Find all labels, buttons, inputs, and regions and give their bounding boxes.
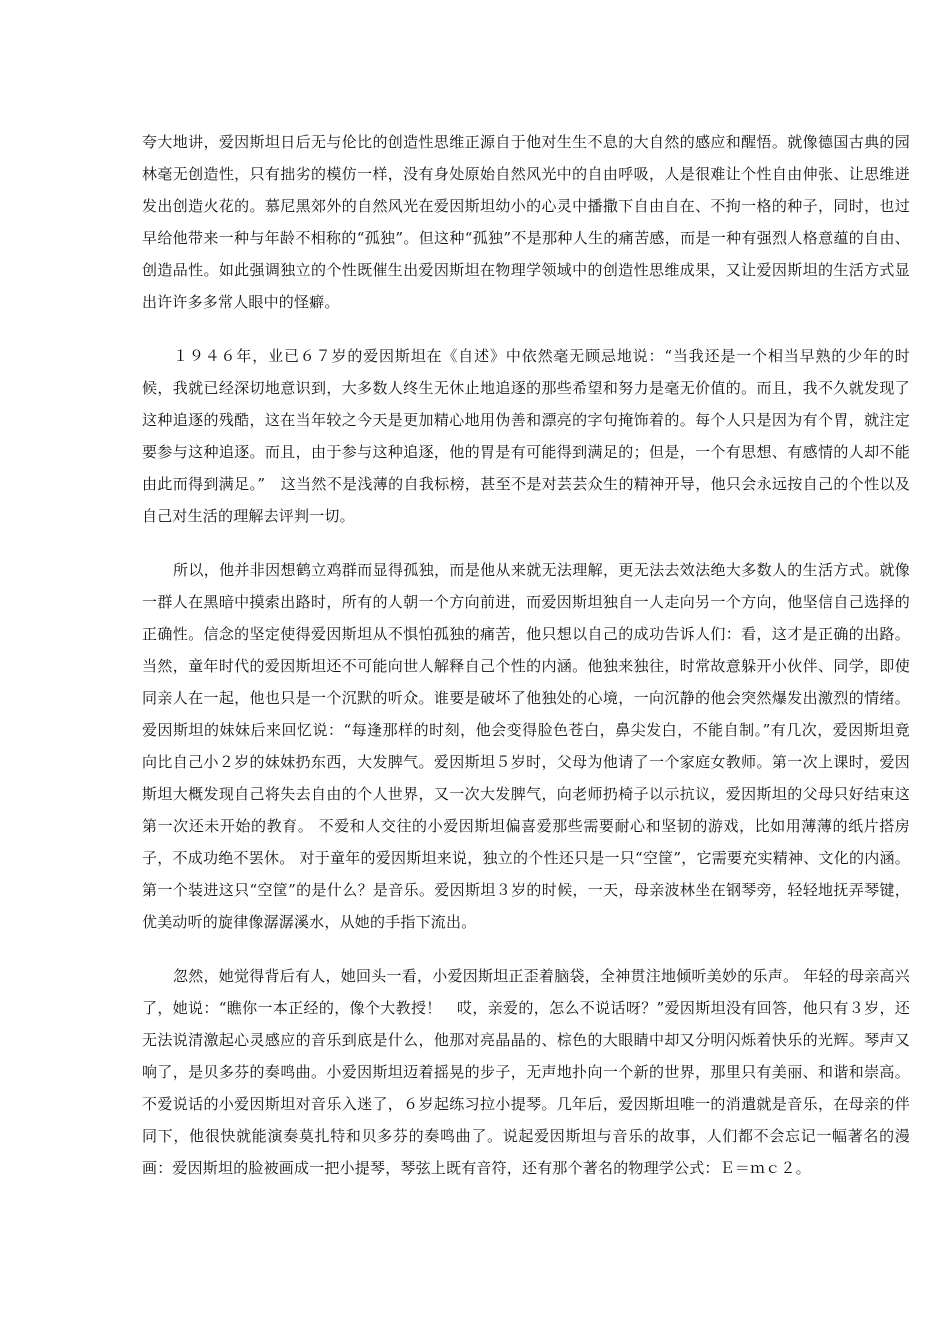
document-body	[142, 126, 910, 1184]
paragraph-4: 忽然，她觉得背后有人，她回头一看，小爱因斯坦正歪着脑袋，全神贯注地倾听美妙的乐声。 年轻的母亲高兴了，她说：“瞧你一本正经的，像个大教授！ 哎，亲爱的，怎么不说话呀？”爱因斯坦没有回答，他只有３岁，还无法说清激起心灵感应的音乐到底是什么，他那对亮晶晶的、棕色的大眼睛中却又分明闪烁着快乐的光辉。琴声又响了，是贝多芬的奏鸣曲。小爱因斯坦迈着摇晃的步子，无声地扑向一个新的世界，那里只有美丽、和谐和崇高。 不爱说话的小爱因斯坦对音乐入迷了，６岁起练习拉小提琴。几年后，爱因斯坦唯一的消遣就是音乐，在母亲的伴同下，他很快就能演奏莫扎特和贝多芬的奏鸣曲了。说起爱因斯坦与音乐的故事，人们都不会忘记一幅著名的漫画：爱因斯坦的脸被画成一把小提琴，琴弦上既有音符，还有那个著名的物理学公式：Ｅ＝ｍｃ２。	[142, 967, 910, 1177]
paragraph-spacer	[142, 938, 910, 960]
paragraph-2: １９４６年，业已６７岁的爱因斯坦在《自述》中依然毫无顾忌地说：“当我还是一个相当早熟的少年的时候，我就已经深切地意识到，大多数人终生无休止地追逐的那些希望和努力是毫无价值的。而且，我不久就发现了这种追逐的残酷，这在当年较之今天是更加精心地用伪善和漂亮的字句掩饰着的。每个人只是因为有个胃，就注定要参与这种追逐。而且，由于参与这种追逐，他的胃是有可能得到满足的；但是，一个有思想、有感情的人却不能由此而得到满足。” 这当然不是浅薄的自我标榜，甚至不是对芸芸众生的精神开导，他只会永远按自己的个性以及自己对生活的理解去评判一切。	[142, 347, 910, 525]
paragraph-1: 夸大地讲，爱因斯坦日后无与伦比的创造性思维正源自于他对生生不息的大自然的感应和醒悟。就像德国古典的园林毫无创造性，只有拙劣的模仿一样，没有身处原始自然风光中的自由呼吸，人是很难让个性自由伸张、让思维迸发出创造火花的。慕尼黑郊外的自然风光在爱因斯坦幼小的心灵中播撒下自由自在、不拘一格的种子，同时，也过早给他带来一种与年龄不相称的“孤独”。但这种“孤独”不是那种人生的痛苦感，而是一种有强烈人格意蕴的自由、创造品性。如此强调独立的个性既催生出爱因斯坦在物理学领域中的创造性思维成果，又让爱因斯坦的生活方式显出许许多多常人眼中的怪癖。	[142, 133, 910, 311]
paragraph-3: 所以，他并非因想鹤立鸡群而显得孤独，而是他从来就无法理解，更无法去效法绝大多数人的生活方式。就像一群人在黑暗中摸索出路时，所有的人朝一个方向前进，而爱因斯坦独自一人走向另一个方向，他坚信自己选择的正确性。信念的坚定使得爱因斯坦从不惧怕孤独的痛苦，他只想以自己的成功告诉人们：看，这才是正确的出路。 当然，童年时代的爱因斯坦还不可能向世人解释自己个性的内涵。他独来独往，时常故意躲开小伙伴、同学，即使同亲人在一起，他也只是一个沉默的听众。谁要是破坏了他独处的心境，一向沉静的他会突然爆发出激烈的情绪。爱因斯坦的妹妹后来回忆说：“每逢那样的时刻，他会变得脸色苍白，鼻尖发白，不能自制。”有几次，爱因斯坦竟向比自己小２岁的妹妹扔东西，大发脾气。爱因斯坦５岁时，父母为他请了一个家庭女教师。第一次上课时，爱因斯坦大概发现自己将失去自由的个人世界，又一次大发脾气，向老师扔椅子以示抗议，爱因斯坦的父母只好结束这第一次还未开始的教育。 不爱和人交往的小爱因斯坦偏喜爱那些需要耐心和坚韧的游戏，比如用薄薄的纸片搭房子，不成功绝不罢休。 对于童年的爱因斯坦来说，独立的个性还只是一只“空筐”，它需要充实精神、文化的内涵。第一个装进这只“空筐”的是什么？是音乐。爱因斯坦３岁的时候，一天，母亲波林坐在钢琴旁，轻轻地抚弄琴键，优美动听的旋律像潺潺溪水，从她的手指下流出。	[142, 561, 910, 931]
paragraph-spacer	[142, 318, 910, 340]
paragraph-spacer	[142, 532, 910, 554]
